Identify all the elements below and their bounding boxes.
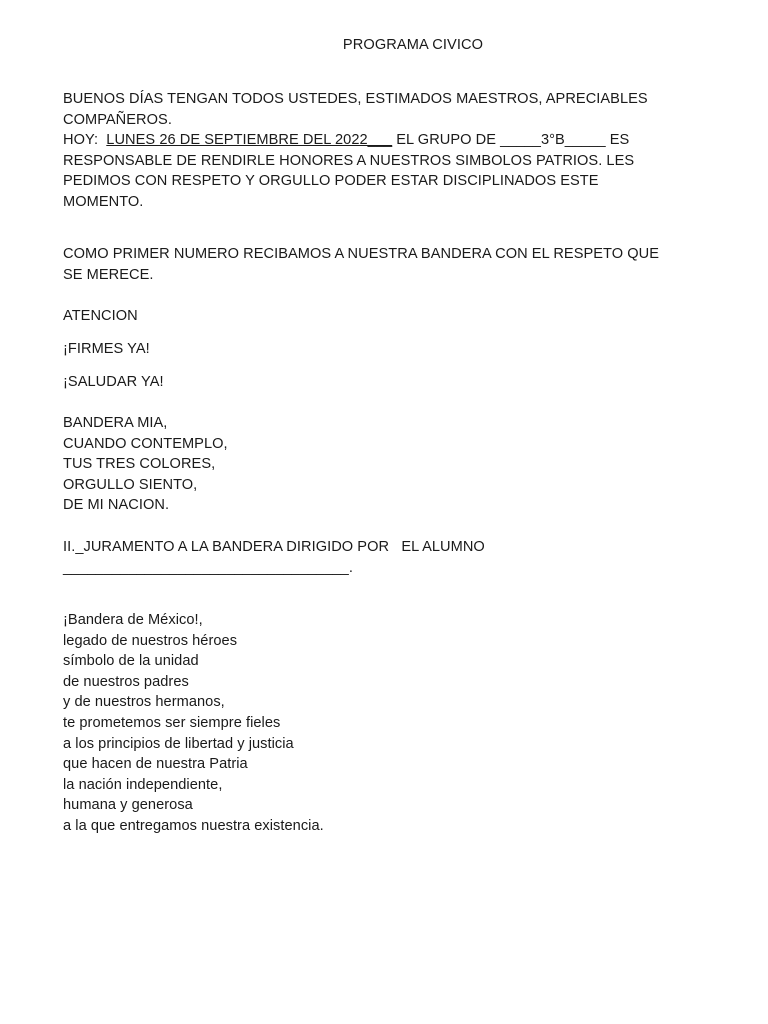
intro-line-1: BUENOS DÍAS TENGAN TODOS USTEDES, ESTIMADOS MAESTROS, APRECIABLES — [63, 91, 648, 107]
pledge-line: y de nuestros hermanos, — [63, 694, 225, 711]
juramento-line-1: II._JURAMENTO A LA BANDERA DIRIGIDO POR EL ALUMNO — [63, 539, 485, 555]
intro-line-4: RESPONSABLE DE RENDIRLE HONORES A NUESTROS SIMBOLOS PATRIOS. LES — [63, 152, 635, 169]
alumno-blank: ___________________________________. — [63, 559, 353, 576]
intro-line-3 — [63, 130, 703, 151]
poem-line: CUANDO CONTEMPLO, — [63, 435, 228, 452]
pledge-line: legado de nuestros héroes — [63, 632, 238, 649]
primer-numero-paragraph — [63, 244, 703, 285]
grupo-field: _____3°B_____ — [500, 132, 606, 149]
pledge-line: ¡Bandera de México!, — [63, 612, 203, 628]
es-label: ES — [605, 132, 630, 149]
primer-line-1: COMO PRIMER NUMERO RECIBAMOS A NUESTRA BANDERA CON EL RESPETO QUE — [63, 246, 660, 262]
pledge-line: a los principios de libertad y justicia — [63, 735, 294, 752]
juramento-text — [63, 610, 703, 837]
pledge-line: símbolo de la unidad — [63, 653, 199, 670]
primer-line-2: SE MERECE. — [63, 266, 154, 283]
intro-line-2: COMPAÑEROS. — [63, 111, 172, 128]
firmes-command: ¡FIRMES YA! — [63, 341, 150, 357]
poem-line: TUS TRES COLORES, — [63, 456, 216, 473]
pledge-line: que hacen de nuestra Patria — [63, 756, 248, 773]
bandera-poem — [63, 413, 703, 516]
pledge-line: de nuestros padres — [63, 673, 189, 690]
atencion-command: ATENCION — [63, 308, 138, 324]
pledge-line: humana y generosa — [63, 797, 193, 814]
intro-line-5: PEDIMOS CON RESPETO Y ORGULLO PODER ESTAR DISCIPLINADOS ESTE — [63, 173, 599, 190]
poem-line: BANDERA MIA, — [63, 415, 168, 431]
juramento-heading — [63, 537, 703, 578]
intro-paragraph — [63, 89, 703, 213]
poem-line: ORGULLO SIENTO, — [63, 476, 198, 493]
intro-line-6: MOMENTO. — [63, 193, 144, 210]
pledge-line: te prometemos ser siempre fieles — [63, 714, 281, 731]
poem-line: DE MI NACION. — [63, 497, 170, 514]
document-title: PROGRAMA CIVICO — [342, 37, 484, 53]
pledge-line: a la que entregamos nuestra existencia. — [63, 817, 324, 834]
hoy-label: HOY: — [63, 132, 107, 149]
saludar-command: ¡SALUDAR YA! — [63, 374, 164, 390]
date-field: LUNES 26 DE SEPTIEMBRE DEL 2022___ — [106, 132, 393, 149]
pledge-line: la nación independiente, — [63, 776, 223, 793]
grupo-label: EL GRUPO DE — [392, 132, 501, 149]
